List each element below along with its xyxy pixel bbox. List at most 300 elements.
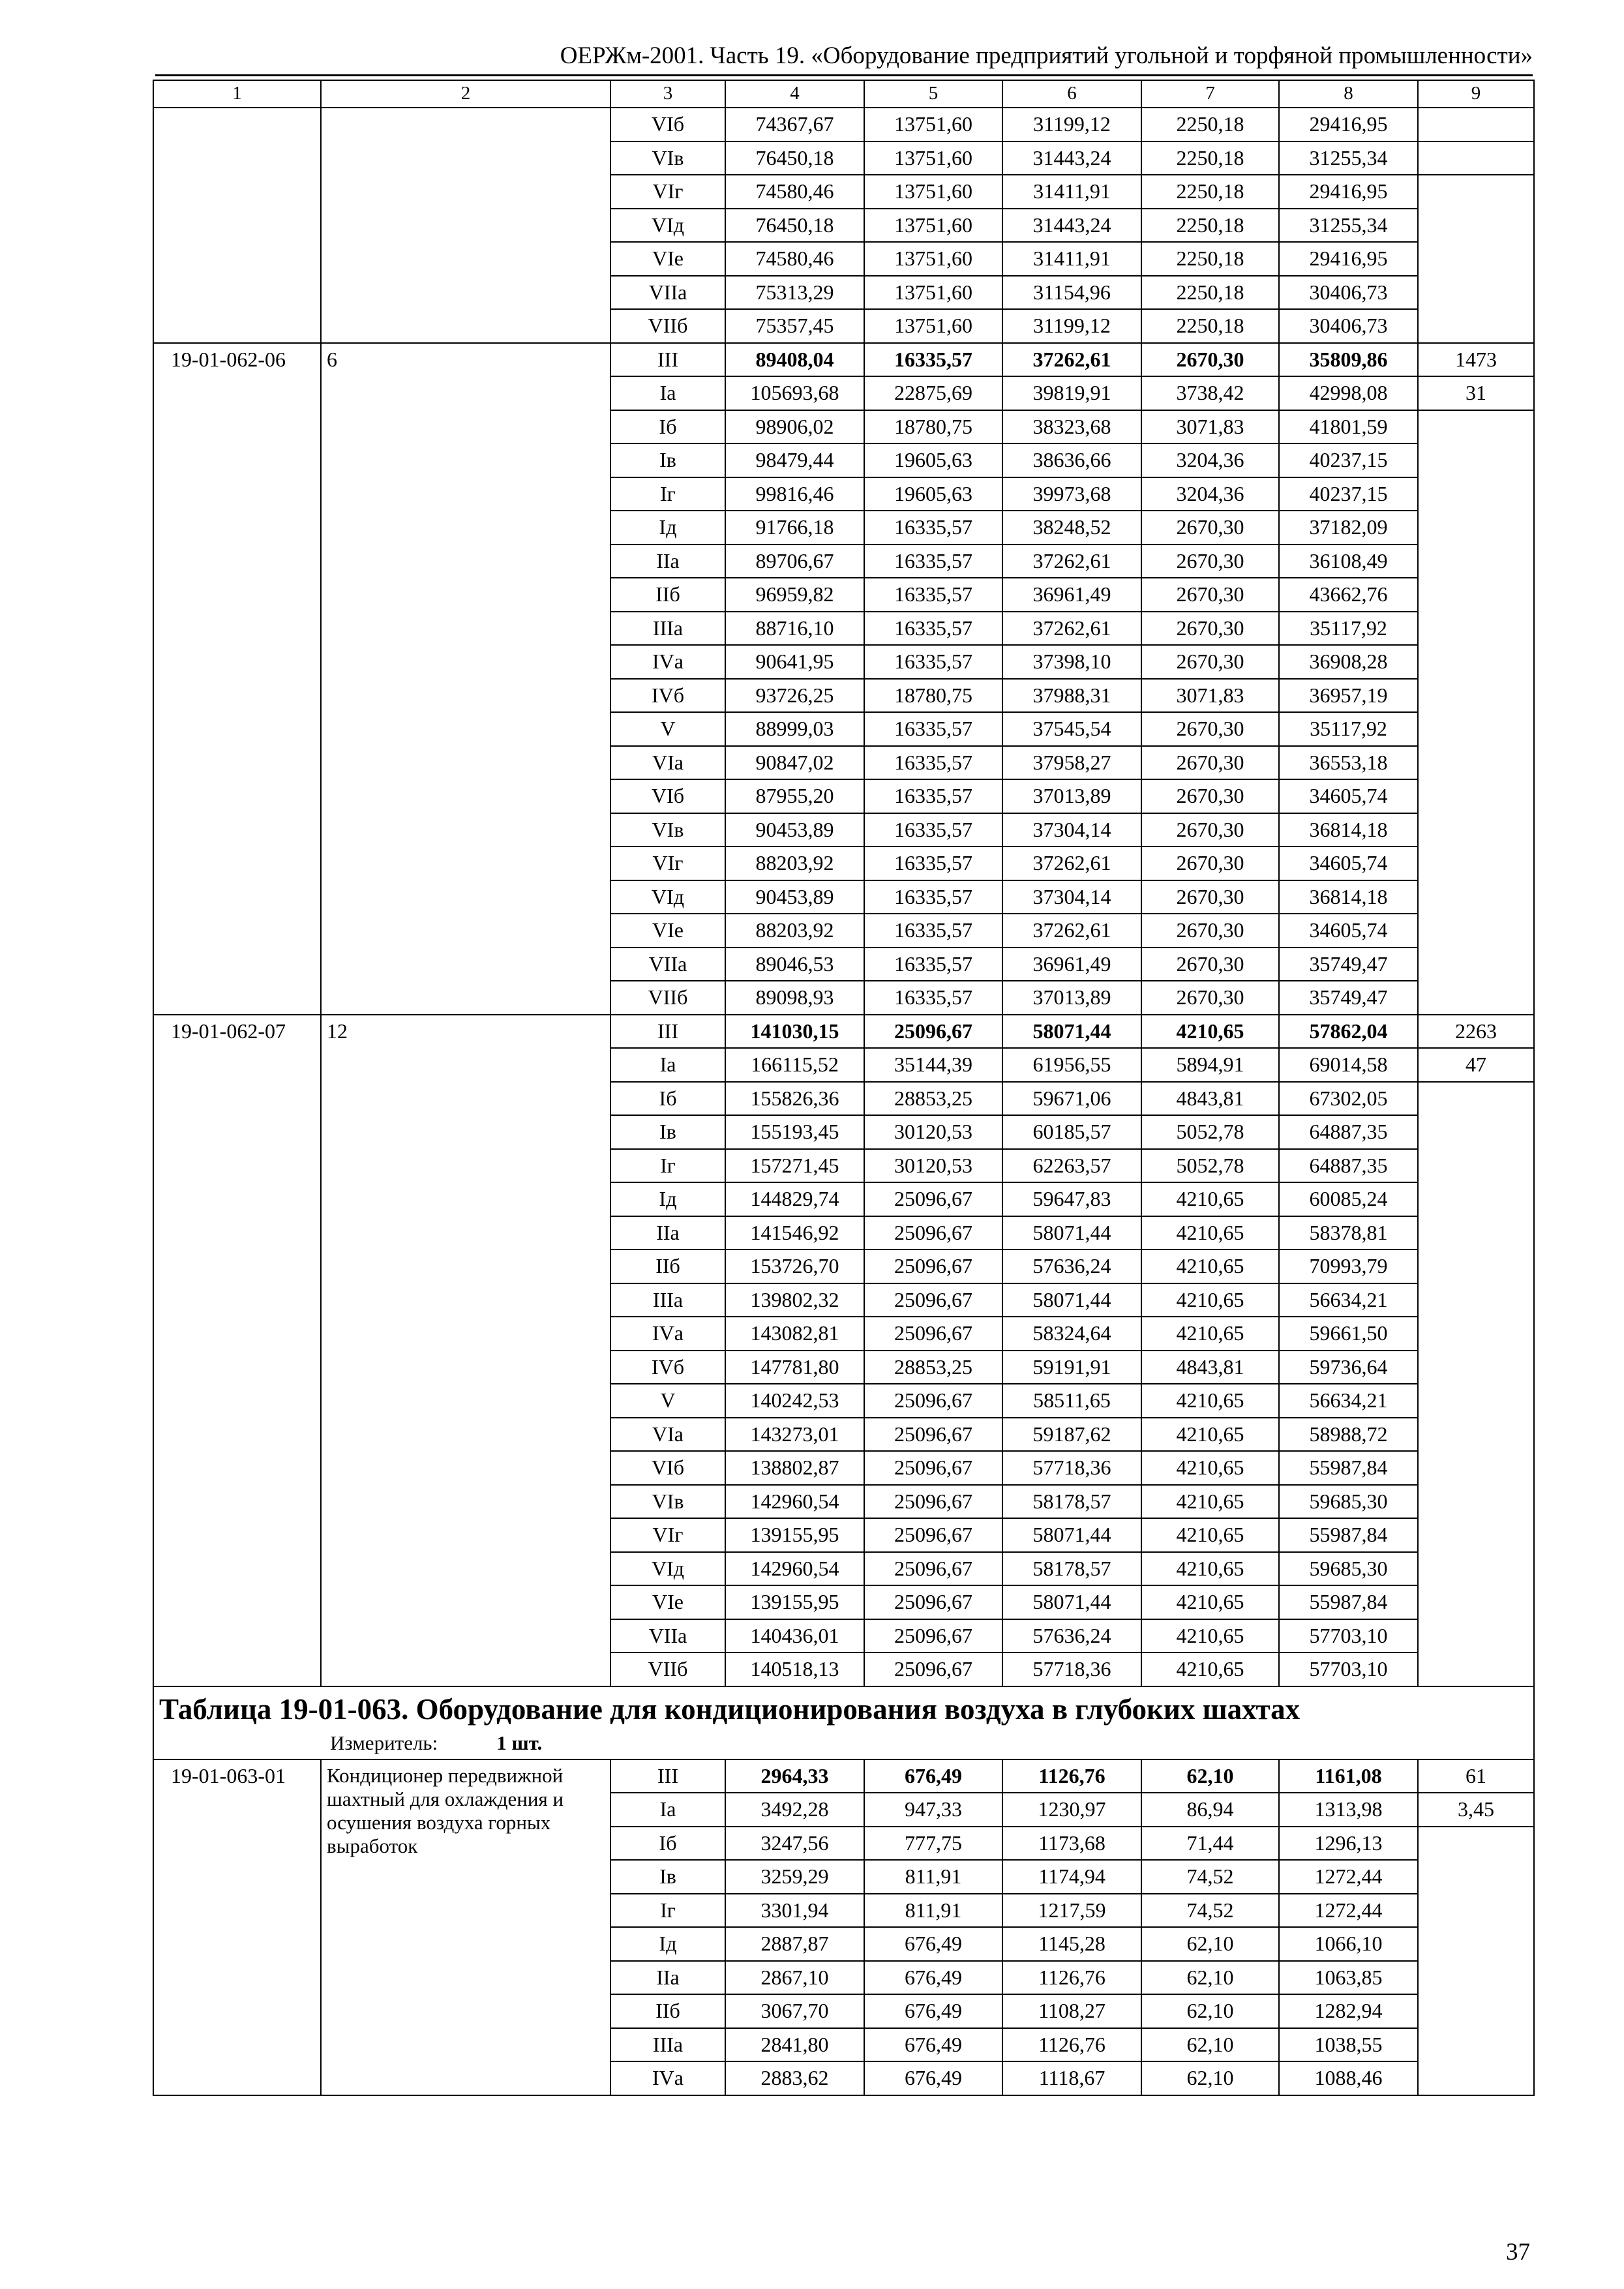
zone-cell: Iб xyxy=(610,410,725,444)
zone-cell: VIг xyxy=(610,175,725,209)
zone-cell: IVа xyxy=(610,2061,725,2095)
value-cell: 93726,25 xyxy=(725,679,864,713)
value-cell: 29416,95 xyxy=(1279,175,1418,209)
value-cell: 4210,65 xyxy=(1141,1418,1279,1452)
value-cell: 88999,03 xyxy=(725,712,864,746)
value-cell: 31255,34 xyxy=(1279,209,1418,243)
zone-cell: Iа xyxy=(610,1048,725,1082)
value-cell: 89408,04 xyxy=(725,343,864,377)
value-cell: 29416,95 xyxy=(1279,242,1418,276)
value-cell: 2670,30 xyxy=(1141,948,1279,981)
value-cell: 74,52 xyxy=(1141,1894,1279,1928)
value-cell: 35749,47 xyxy=(1279,948,1418,981)
value-cell: 140518,13 xyxy=(725,1653,864,1686)
zone-cell: III xyxy=(610,1759,725,1793)
zone-cell: VIIб xyxy=(610,309,725,343)
value-cell: 37262,61 xyxy=(1002,612,1141,646)
value-cell: 676,49 xyxy=(864,1927,1002,1961)
value-cell: 58988,72 xyxy=(1279,1418,1418,1452)
value-cell: 25096,67 xyxy=(864,1485,1002,1519)
value-cell: 91766,18 xyxy=(725,511,864,545)
value-cell: 143082,81 xyxy=(725,1317,864,1351)
value-cell: 138802,87 xyxy=(725,1451,864,1485)
value-cell: 25096,67 xyxy=(864,1585,1002,1619)
value-cell: 4210,65 xyxy=(1141,1015,1279,1049)
value-cell: 4210,65 xyxy=(1141,1619,1279,1653)
value-cell: 36961,49 xyxy=(1002,578,1141,612)
zone-cell: VIв xyxy=(610,813,725,847)
zone-cell: VIг xyxy=(610,1518,725,1552)
value-cell: 16335,57 xyxy=(864,511,1002,545)
value-cell: 2867,10 xyxy=(725,1961,864,1995)
value-cell: 36961,49 xyxy=(1002,948,1141,981)
value-cell: 3738,42 xyxy=(1141,376,1279,410)
value-cell: 67302,05 xyxy=(1279,1082,1418,1116)
value-cell: 55987,84 xyxy=(1279,1518,1418,1552)
value-cell: 140242,53 xyxy=(725,1384,864,1418)
zone-cell: VIб xyxy=(610,779,725,813)
value-cell: 58178,57 xyxy=(1002,1552,1141,1586)
value-cell: 2887,87 xyxy=(725,1927,864,1961)
value-cell: 2250,18 xyxy=(1141,309,1279,343)
value-cell: 4210,65 xyxy=(1141,1216,1279,1250)
zone-cell: IVб xyxy=(610,679,725,713)
value-cell: 4843,81 xyxy=(1141,1082,1279,1116)
zone-cell: VIIб xyxy=(610,1653,725,1686)
value-cell: 143273,01 xyxy=(725,1418,864,1452)
value-cell: 16335,57 xyxy=(864,612,1002,646)
note-cell: 2263 xyxy=(1418,1015,1534,1049)
zone-cell: Iд xyxy=(610,1182,725,1216)
column-number: 7 xyxy=(1141,80,1279,108)
value-cell: 676,49 xyxy=(864,1961,1002,1995)
value-cell: 2670,30 xyxy=(1141,511,1279,545)
value-cell: 153726,70 xyxy=(725,1249,864,1283)
zone-cell: VIе xyxy=(610,914,725,948)
zone-cell: IIа xyxy=(610,545,725,578)
note-cell: 61 xyxy=(1418,1759,1534,1793)
value-cell: 16335,57 xyxy=(864,779,1002,813)
value-cell: 3259,29 xyxy=(725,1860,864,1894)
column-number-row xyxy=(153,80,1534,108)
zone-cell: V xyxy=(610,712,725,746)
value-cell: 62,10 xyxy=(1141,1961,1279,1995)
value-cell: 1272,44 xyxy=(1279,1860,1418,1894)
value-cell: 16335,57 xyxy=(864,712,1002,746)
value-cell: 30406,73 xyxy=(1279,309,1418,343)
zone-cell: Iв xyxy=(610,443,725,477)
value-cell: 1161,08 xyxy=(1279,1759,1418,1793)
table-title-row xyxy=(153,1686,1534,1759)
value-cell: 25096,67 xyxy=(864,1182,1002,1216)
value-cell: 2670,30 xyxy=(1141,578,1279,612)
zone-cell: IIа xyxy=(610,1216,725,1250)
value-cell: 31255,34 xyxy=(1279,142,1418,175)
value-cell: 1217,59 xyxy=(1002,1894,1141,1928)
resource-code: 19-01-062-07 xyxy=(153,1015,321,1686)
zone-cell: Iв xyxy=(610,1860,725,1894)
value-cell: 86,94 xyxy=(1141,1793,1279,1827)
zone-cell: VIв xyxy=(610,142,725,175)
zone-cell: Iг xyxy=(610,1894,725,1928)
value-cell: 89706,67 xyxy=(725,545,864,578)
value-cell: 2670,30 xyxy=(1141,746,1279,780)
value-cell: 75313,29 xyxy=(725,276,864,310)
value-cell: 30406,73 xyxy=(1279,276,1418,310)
value-cell: 37013,89 xyxy=(1002,981,1141,1015)
value-cell: 37013,89 xyxy=(1002,779,1141,813)
value-cell: 35749,47 xyxy=(1279,981,1418,1015)
value-cell: 947,33 xyxy=(864,1793,1002,1827)
value-cell: 13751,60 xyxy=(864,309,1002,343)
value-cell: 98479,44 xyxy=(725,443,864,477)
value-cell: 2670,30 xyxy=(1141,612,1279,646)
value-cell: 25096,67 xyxy=(864,1619,1002,1653)
value-cell: 3247,56 xyxy=(725,1827,864,1861)
value-cell: 35117,92 xyxy=(1279,612,1418,646)
value-cell: 28853,25 xyxy=(864,1082,1002,1116)
value-cell: 2670,30 xyxy=(1141,545,1279,578)
value-cell: 13751,60 xyxy=(864,108,1002,142)
zone-cell: VIд xyxy=(610,880,725,914)
value-cell: 16335,57 xyxy=(864,343,1002,377)
table-row xyxy=(153,343,1534,377)
note-cell: 1473 xyxy=(1418,343,1534,377)
value-cell: 16335,57 xyxy=(864,914,1002,948)
zone-cell: IIб xyxy=(610,578,725,612)
value-cell: 3204,36 xyxy=(1141,477,1279,511)
value-cell: 62,10 xyxy=(1141,1927,1279,1961)
value-cell: 62,10 xyxy=(1141,2061,1279,2095)
value-cell: 57636,24 xyxy=(1002,1619,1141,1653)
value-cell: 166115,52 xyxy=(725,1048,864,1082)
value-cell: 25096,67 xyxy=(864,1249,1002,1283)
value-cell: 38636,66 xyxy=(1002,443,1141,477)
column-number: 8 xyxy=(1279,80,1418,108)
resource-code: 19-01-063-01 xyxy=(153,1759,321,2095)
value-cell: 13751,60 xyxy=(864,209,1002,243)
resource-name: 12 xyxy=(321,1015,610,1686)
value-cell: 37988,31 xyxy=(1002,679,1141,713)
column-number: 4 xyxy=(725,80,864,108)
zone-cell: IIб xyxy=(610,1994,725,2028)
value-cell: 19605,63 xyxy=(864,443,1002,477)
value-cell: 2670,30 xyxy=(1141,981,1279,1015)
value-cell: 58378,81 xyxy=(1279,1216,1418,1250)
value-cell: 25096,67 xyxy=(864,1451,1002,1485)
zone-cell: III xyxy=(610,1015,725,1049)
value-cell: 71,44 xyxy=(1141,1827,1279,1861)
zone-cell: Iд xyxy=(610,1927,725,1961)
measure-value: 1 шт. xyxy=(496,1731,543,1754)
value-cell: 62,10 xyxy=(1141,2028,1279,2062)
value-cell: 2670,30 xyxy=(1141,645,1279,679)
value-cell: 58511,65 xyxy=(1002,1384,1141,1418)
value-cell: 30120,53 xyxy=(864,1115,1002,1149)
value-cell: 57703,10 xyxy=(1279,1653,1418,1686)
value-cell: 676,49 xyxy=(864,1994,1002,2028)
value-cell: 76450,18 xyxy=(725,209,864,243)
resource-code xyxy=(153,108,321,343)
zone-cell: Iв xyxy=(610,1115,725,1149)
value-cell: 2841,80 xyxy=(725,2028,864,2062)
zone-cell: Iб xyxy=(610,1827,725,1861)
value-cell: 4210,65 xyxy=(1141,1552,1279,1586)
value-cell: 22875,69 xyxy=(864,376,1002,410)
value-cell: 1174,94 xyxy=(1002,1860,1141,1894)
zone-cell: IIIа xyxy=(610,2028,725,2062)
zone-cell: VIб xyxy=(610,108,725,142)
value-cell: 43662,76 xyxy=(1279,578,1418,612)
column-number: 5 xyxy=(864,80,1002,108)
value-cell: 59685,30 xyxy=(1279,1552,1418,1586)
value-cell: 2670,30 xyxy=(1141,712,1279,746)
zone-cell: Iд xyxy=(610,511,725,545)
zone-cell: Iа xyxy=(610,1793,725,1827)
value-cell: 37304,14 xyxy=(1002,880,1141,914)
value-cell: 16335,57 xyxy=(864,813,1002,847)
value-cell: 59661,50 xyxy=(1279,1317,1418,1351)
value-cell: 3492,28 xyxy=(725,1793,864,1827)
zone-cell: VIIа xyxy=(610,1619,725,1653)
page-number: 37 xyxy=(1506,2239,1530,2266)
value-cell: 1088,46 xyxy=(1279,2061,1418,2095)
value-cell: 36108,49 xyxy=(1279,545,1418,578)
value-cell: 16335,57 xyxy=(864,578,1002,612)
value-cell: 31411,91 xyxy=(1002,175,1141,209)
resource-name: 6 xyxy=(321,343,610,1015)
zone-cell: IVа xyxy=(610,1317,725,1351)
value-cell: 3204,36 xyxy=(1141,443,1279,477)
note-cell xyxy=(1418,1827,1534,2095)
value-cell: 1313,98 xyxy=(1279,1793,1418,1827)
zone-cell: IVб xyxy=(610,1351,725,1384)
value-cell: 64887,35 xyxy=(1279,1149,1418,1183)
value-cell: 5894,91 xyxy=(1141,1048,1279,1082)
value-cell: 74,52 xyxy=(1141,1860,1279,1894)
value-cell: 2250,18 xyxy=(1141,242,1279,276)
value-cell: 16335,57 xyxy=(864,746,1002,780)
value-cell: 88203,92 xyxy=(725,914,864,948)
value-cell: 1296,13 xyxy=(1279,1827,1418,1861)
value-cell: 59671,06 xyxy=(1002,1082,1141,1116)
value-cell: 35117,92 xyxy=(1279,712,1418,746)
value-cell: 57636,24 xyxy=(1002,1249,1141,1283)
value-cell: 16335,57 xyxy=(864,545,1002,578)
value-cell: 142960,54 xyxy=(725,1485,864,1519)
value-cell: 4210,65 xyxy=(1141,1451,1279,1485)
value-cell: 31199,12 xyxy=(1002,108,1141,142)
value-cell: 37262,61 xyxy=(1002,846,1141,880)
value-cell: 141546,92 xyxy=(725,1216,864,1250)
value-cell: 62263,57 xyxy=(1002,1149,1141,1183)
value-cell: 39973,68 xyxy=(1002,477,1141,511)
value-cell: 2670,30 xyxy=(1141,343,1279,377)
value-cell: 40237,15 xyxy=(1279,443,1418,477)
value-cell: 31411,91 xyxy=(1002,242,1141,276)
header-title: ОЕРЖм-2001. Часть 19. «Оборудование предприятий угольной и торфяной промышленности» xyxy=(560,42,1533,69)
zone-cell: IIIа xyxy=(610,1283,725,1317)
value-cell: 3071,83 xyxy=(1141,679,1279,713)
value-cell: 144829,74 xyxy=(725,1182,864,1216)
value-cell: 75357,45 xyxy=(725,309,864,343)
value-cell: 4210,65 xyxy=(1141,1485,1279,1519)
value-cell: 777,75 xyxy=(864,1827,1002,1861)
value-cell: 2883,62 xyxy=(725,2061,864,2095)
value-cell: 60185,57 xyxy=(1002,1115,1141,1149)
value-cell: 37262,61 xyxy=(1002,545,1141,578)
value-cell: 25096,67 xyxy=(864,1552,1002,1586)
value-cell: 36908,28 xyxy=(1279,645,1418,679)
value-cell: 2670,30 xyxy=(1141,880,1279,914)
column-number: 9 xyxy=(1418,80,1534,108)
value-cell: 16335,57 xyxy=(864,948,1002,981)
zone-cell: IVа xyxy=(610,645,725,679)
value-cell: 2250,18 xyxy=(1141,108,1279,142)
value-cell: 5052,78 xyxy=(1141,1115,1279,1149)
value-cell: 87955,20 xyxy=(725,779,864,813)
value-cell: 139155,95 xyxy=(725,1585,864,1619)
value-cell: 30120,53 xyxy=(864,1149,1002,1183)
value-cell: 70993,79 xyxy=(1279,1249,1418,1283)
page-header xyxy=(155,38,1533,76)
rates-table xyxy=(153,80,1535,2096)
value-cell: 676,49 xyxy=(864,1759,1002,1793)
value-cell: 88716,10 xyxy=(725,612,864,646)
zone-cell: Iг xyxy=(610,477,725,511)
value-cell: 98906,02 xyxy=(725,410,864,444)
zone-cell: IIIа xyxy=(610,612,725,646)
zone-cell: Iб xyxy=(610,1082,725,1116)
value-cell: 38323,68 xyxy=(1002,410,1141,444)
value-cell: 36814,18 xyxy=(1279,813,1418,847)
zone-cell: VIв xyxy=(610,1485,725,1519)
value-cell: 811,91 xyxy=(864,1860,1002,1894)
measure-line xyxy=(159,1731,1533,1759)
value-cell: 1126,76 xyxy=(1002,1759,1141,1793)
value-cell: 2670,30 xyxy=(1141,813,1279,847)
value-cell: 142960,54 xyxy=(725,1552,864,1586)
resource-name: Кондиционер передвижной шахтный для охлаждения и осушения воздуха горных выработок xyxy=(321,1759,610,2095)
value-cell: 31443,24 xyxy=(1002,209,1141,243)
value-cell: 64887,35 xyxy=(1279,1115,1418,1149)
zone-cell: VIа xyxy=(610,746,725,780)
value-cell: 58071,44 xyxy=(1002,1518,1141,1552)
value-cell: 58324,64 xyxy=(1002,1317,1141,1351)
value-cell: 57718,36 xyxy=(1002,1653,1141,1686)
value-cell: 16335,57 xyxy=(864,645,1002,679)
value-cell: 19605,63 xyxy=(864,477,1002,511)
value-cell: 28853,25 xyxy=(864,1351,1002,1384)
value-cell: 55987,84 xyxy=(1279,1585,1418,1619)
value-cell: 60085,24 xyxy=(1279,1182,1418,1216)
value-cell: 90847,02 xyxy=(725,746,864,780)
value-cell: 41801,59 xyxy=(1279,410,1418,444)
value-cell: 1063,85 xyxy=(1279,1961,1418,1995)
value-cell: 74580,46 xyxy=(725,242,864,276)
value-cell: 58071,44 xyxy=(1002,1585,1141,1619)
value-cell: 1272,44 xyxy=(1279,1894,1418,1928)
zone-cell: VIе xyxy=(610,1585,725,1619)
value-cell: 3071,83 xyxy=(1141,410,1279,444)
value-cell: 40237,15 xyxy=(1279,477,1418,511)
value-cell: 18780,75 xyxy=(864,679,1002,713)
zone-cell: VIг xyxy=(610,846,725,880)
value-cell: 58071,44 xyxy=(1002,1015,1141,1049)
value-cell: 155826,36 xyxy=(725,1082,864,1116)
value-cell: 96959,82 xyxy=(725,578,864,612)
value-cell: 1118,67 xyxy=(1002,2061,1141,2095)
value-cell: 3301,94 xyxy=(725,1894,864,1928)
value-cell: 58071,44 xyxy=(1002,1283,1141,1317)
note-cell: 31 xyxy=(1418,376,1534,410)
value-cell: 4843,81 xyxy=(1141,1351,1279,1384)
value-cell: 13751,60 xyxy=(864,142,1002,175)
value-cell: 16335,57 xyxy=(864,846,1002,880)
value-cell: 4210,65 xyxy=(1141,1317,1279,1351)
zone-cell: III xyxy=(610,343,725,377)
value-cell: 2670,30 xyxy=(1141,779,1279,813)
note-cell xyxy=(1418,142,1534,175)
value-cell: 676,49 xyxy=(864,2061,1002,2095)
value-cell: 59187,62 xyxy=(1002,1418,1141,1452)
value-cell: 31443,24 xyxy=(1002,142,1141,175)
value-cell: 140436,01 xyxy=(725,1619,864,1653)
resource-name xyxy=(321,108,610,343)
zone-cell: V xyxy=(610,1384,725,1418)
value-cell: 3067,70 xyxy=(725,1994,864,2028)
value-cell: 1282,94 xyxy=(1279,1994,1418,2028)
value-cell: 89098,93 xyxy=(725,981,864,1015)
value-cell: 2250,18 xyxy=(1141,209,1279,243)
table-row xyxy=(153,1759,1534,1793)
value-cell: 99816,46 xyxy=(725,477,864,511)
value-cell: 37958,27 xyxy=(1002,746,1141,780)
value-cell: 139802,32 xyxy=(725,1283,864,1317)
value-cell: 57718,36 xyxy=(1002,1451,1141,1485)
value-cell: 1038,55 xyxy=(1279,2028,1418,2062)
value-cell: 4210,65 xyxy=(1141,1182,1279,1216)
value-cell: 147781,80 xyxy=(725,1351,864,1384)
zone-cell: VIIа xyxy=(610,948,725,981)
value-cell: 37398,10 xyxy=(1002,645,1141,679)
note-cell xyxy=(1418,410,1534,1015)
value-cell: 25096,67 xyxy=(864,1015,1002,1049)
value-cell: 1108,27 xyxy=(1002,1994,1141,2028)
value-cell: 37262,61 xyxy=(1002,343,1141,377)
value-cell: 39819,91 xyxy=(1002,376,1141,410)
value-cell: 1126,76 xyxy=(1002,1961,1141,1995)
value-cell: 1126,76 xyxy=(1002,2028,1141,2062)
value-cell: 25096,67 xyxy=(864,1317,1002,1351)
value-cell: 34605,74 xyxy=(1279,779,1418,813)
value-cell: 69014,58 xyxy=(1279,1048,1418,1082)
value-cell: 4210,65 xyxy=(1141,1585,1279,1619)
value-cell: 36957,19 xyxy=(1279,679,1418,713)
value-cell: 2670,30 xyxy=(1141,846,1279,880)
value-cell: 74580,46 xyxy=(725,175,864,209)
value-cell: 61956,55 xyxy=(1002,1048,1141,1082)
value-cell: 57703,10 xyxy=(1279,1619,1418,1653)
zone-cell: VIIа xyxy=(610,276,725,310)
value-cell: 4210,65 xyxy=(1141,1653,1279,1686)
zone-cell: IIб xyxy=(610,1249,725,1283)
value-cell: 155193,45 xyxy=(725,1115,864,1149)
value-cell: 62,10 xyxy=(1141,1759,1279,1793)
value-cell: 1145,28 xyxy=(1002,1927,1141,1961)
table-title-cell xyxy=(153,1686,1534,1759)
column-number: 1 xyxy=(153,80,321,108)
